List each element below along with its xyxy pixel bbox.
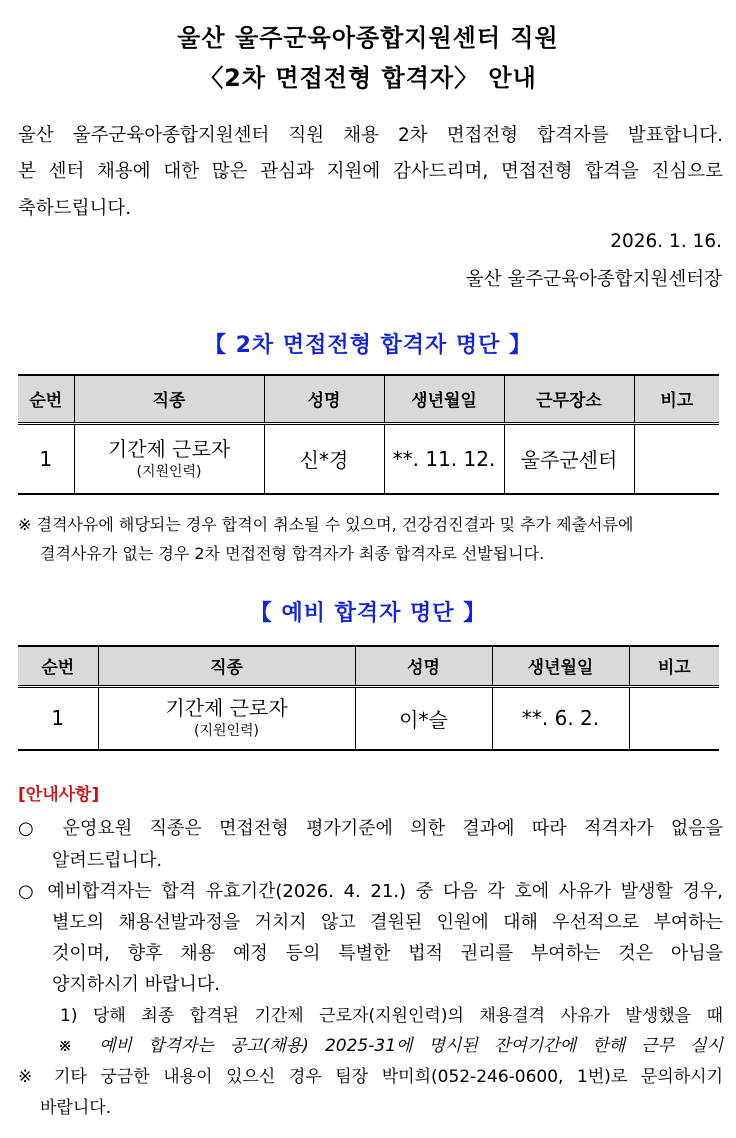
- page-title-line2: 〈2차 면접전형 합격자〉 안내: [199, 64, 537, 92]
- notice-item2-line2: 별도의 채용선발과정을 거치지 않고 결원된 인원에 대해 우선적으로 부여하는: [52, 912, 723, 933]
- col-header-job: 직종: [74, 375, 264, 423]
- signature: 울산 울주군육아종합지원센터장: [465, 269, 722, 290]
- cell-remark: [634, 423, 719, 494]
- table-row: [18, 423, 719, 494]
- cell-no: 1: [18, 423, 74, 494]
- intro-line3: 축하드립니다.: [18, 198, 132, 219]
- col-header-remark: 비고: [629, 646, 719, 686]
- notice-heading: [안내사항]: [18, 785, 100, 805]
- cell-remark: [629, 686, 719, 750]
- col-header-job: 직종: [98, 646, 355, 686]
- notice-item2-line1: ○ 예비합격자는 합격 유효기간(2026. 4. 21.) 중 다음 각 호에 사유가 발생할 경우,: [18, 881, 723, 902]
- cell-name: 신*경: [264, 423, 384, 494]
- page-title-line1: 울산 울주군육아종합지원센터 직원: [177, 24, 559, 52]
- passers-section-title: 【 2차 면접전형 합격자 명단 】: [203, 333, 533, 358]
- col-header-birth: 생년월일: [492, 646, 629, 686]
- announcement-date: 2026. 1. 16.: [610, 231, 722, 252]
- passers-note-line2: 결격사유가 없는 경우 2차 면접전형 합격자가 최종 합격자로 선발됩니다.: [40, 544, 545, 563]
- notice-item2-line4: 양지하시기 바랍니다.: [52, 974, 220, 995]
- passers-table: [18, 374, 719, 495]
- col-header-no: 순번: [18, 646, 98, 686]
- contact-line1: ※ 기타 궁금한 내용이 있으신 경우 팀장 박미희(052-246-0600, 1번)로 문의하시기: [18, 1067, 723, 1087]
- intro-line1: 울산 울주군육아종합지원센터 직원 채용 2차 면접전형 합격자를 발표합니다.: [18, 125, 723, 146]
- job-subtitle: (지원인력): [136, 463, 202, 480]
- job-subtitle: (지원인력): [193, 723, 260, 740]
- col-header-no: 순번: [18, 375, 74, 423]
- contact-line2: 바랍니다.: [40, 1098, 112, 1118]
- cell-job: [74, 423, 264, 494]
- cell-location: 울주군센터: [504, 423, 634, 494]
- job-title: 기간제 근로자: [165, 696, 288, 721]
- cell-name: 이*슬: [355, 686, 492, 750]
- col-header-remark: 비고: [634, 375, 719, 423]
- col-header-birth: 생년월일: [384, 375, 504, 423]
- cell-job: [98, 686, 355, 750]
- job-title: 기간제 근로자: [107, 436, 231, 461]
- cell-no: 1: [18, 686, 98, 750]
- notice-sub-item1-note: ※ 예비 합격자는 공고(채용) 2025-31에 명시된 잔여기간에 한해 근무 실시: [58, 1036, 723, 1056]
- table-row: [18, 686, 719, 750]
- notice-item2-line3: 것이며, 향후 채용 예정 등의 특별한 법적 권리를 부여하는 것은 아님을: [52, 943, 723, 964]
- passers-note-line1: ※ 결격사유에 해당되는 경우 합격이 취소될 수 있으며, 건강검진결과 및 추가 제출서류에: [18, 515, 634, 534]
- reserves-section-title: 【 예비 합격자 명단 】: [249, 601, 487, 626]
- table-header-row: [18, 375, 719, 423]
- col-header-location: 근무장소: [504, 375, 634, 423]
- notice-item1-line2: 알려드립니다.: [52, 850, 163, 871]
- notice-item1-line1: ○ 운영요원 직종은 면접전형 평가기준에 의한 결과에 따라 적격자가 없음을: [18, 818, 723, 839]
- table-header-row: [18, 646, 719, 686]
- reserves-table: [18, 645, 719, 751]
- notice-sub-item1: 1) 당해 최종 합격된 기간제 근로자(지원인력)의 채용결격 사유가 발생했을 때: [60, 1006, 723, 1026]
- cell-birth: **. 6. 2.: [492, 686, 629, 750]
- cell-birth: **. 11. 12.: [384, 423, 504, 494]
- col-header-name: 성명: [355, 646, 492, 686]
- intro-line2: 본 센터 채용에 대한 많은 관심과 지원에 감사드리며, 면접전형 합격을 진심으로: [18, 161, 723, 182]
- col-header-name: 성명: [264, 375, 384, 423]
